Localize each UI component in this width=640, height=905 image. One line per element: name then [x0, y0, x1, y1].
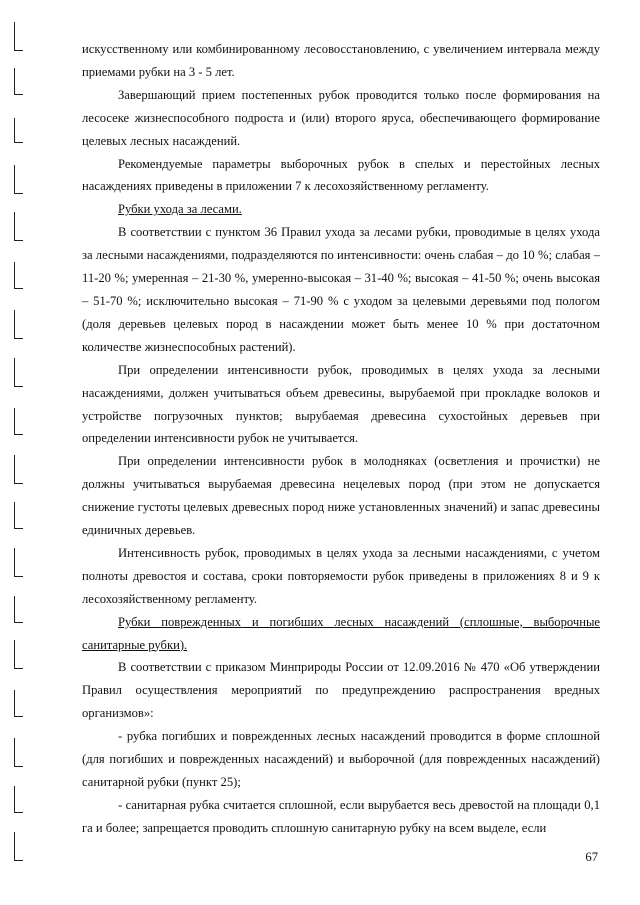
- binding-mark: [14, 596, 23, 623]
- binding-marks: [0, 0, 30, 905]
- paragraph: При определении интенсивности рубок, проводимых в целях ухода за лесными насаждениями, должен учитываться объем древесины, вырубаемой при прокладке волоков и устройстве погрузочных пунктов; вырубаемая древесина сухостойных деревьев при определении интенсивности рубок не учитывается.: [82, 362, 600, 446]
- paragraph: Завершающий прием постепенных рубок проводится только после формирования на лесосеке жизнеспособного подроста и (или) второго яруса, обеспечивающего формирование целевых лесных насаждений.: [82, 87, 600, 148]
- binding-mark: [14, 690, 23, 717]
- paragraph: При определении интенсивности рубок в молодняках (осветления и прочистки) не должны учитываться вырубаемая древесина нецелевых пород (при этом не допускается снижение густоты целевых древесных пород ниже установленных значений) и запас древесины единичных деревьев.: [82, 454, 600, 538]
- binding-mark: [14, 832, 23, 861]
- binding-mark: [14, 262, 23, 289]
- binding-mark: [14, 165, 23, 194]
- binding-mark: [14, 358, 23, 387]
- page-number: 67: [585, 850, 598, 864]
- binding-mark: [14, 738, 23, 767]
- paragraph: В соответствии с пунктом 36 Правил ухода за лесами рубки, проводимые в целях ухода за лесными насаждениями, подразделяются по интенсивности: очень слабая – до 10 %; слабая – 11-20 %; умеренная – 21-30 %, умеренно-высокая – 31-40 %; высокая – 41-50 %; очень высокая – 51-70 %; исключительно высокая – 71-90 % с уходом за целевыми деревьями под пологом (доля деревьев целевых пород в насаждении может быть менее 10 % при достаточном количестве жизнеспособных растений).: [82, 225, 600, 354]
- body-text: [82, 38, 600, 840]
- binding-mark: [14, 786, 23, 813]
- paragraph: искусственному или комбинированному лесовосстановлению, с увеличением интервала между приемами рубки на 3 - 5 лет.: [82, 42, 600, 79]
- binding-mark: [14, 22, 23, 51]
- section-heading-text: Рубки ухода за лесами.: [118, 202, 242, 217]
- list-item: - санитарная рубка считается сплошной, если вырубается весь древостой на площади 0,1 га и более; запрещается проводить сплошную санитарную рубку на всем выделе, если: [82, 797, 600, 835]
- section-heading: [82, 198, 600, 221]
- binding-mark: [14, 310, 23, 339]
- binding-mark: [14, 212, 23, 241]
- list-item: - рубка погибших и поврежденных лесных насаждений проводится в форме сплошной (для погибших и поврежденных насаждений) и выборочной (для поврежденных насаждений) санитарной рубки (пункт 25);: [82, 729, 600, 789]
- binding-mark: [14, 68, 23, 95]
- binding-mark: [14, 502, 23, 529]
- paragraph: Интенсивность рубок, проводимых в целях ухода за лесными насаждениями, с учетом полноты древостоя и состава, сроки повторяемости рубок приведены в приложениях 8 и 9 к лесохозяйственному регламенту.: [82, 545, 600, 606]
- binding-mark: [14, 118, 23, 143]
- binding-mark: [14, 640, 23, 669]
- paragraph: В соответствии с приказом Минприроды России от 12.09.2016 № 470 «Об утверждении Правил осуществления мероприятий по предупреждению распространения вредных организмов»:: [82, 660, 600, 721]
- paragraph: Рекомендуемые параметры выборочных рубок в спелых и перестойных лесных насаждениях приведены в приложении 7 к лесохозяйственному регламенту.: [82, 156, 600, 194]
- binding-mark: [14, 548, 23, 577]
- binding-mark: [14, 455, 23, 484]
- section-heading: Рубки поврежденных и погибших лесных насаждений (сплошные, выборочные санитарные рубки).: [82, 614, 600, 652]
- binding-mark: [14, 408, 23, 435]
